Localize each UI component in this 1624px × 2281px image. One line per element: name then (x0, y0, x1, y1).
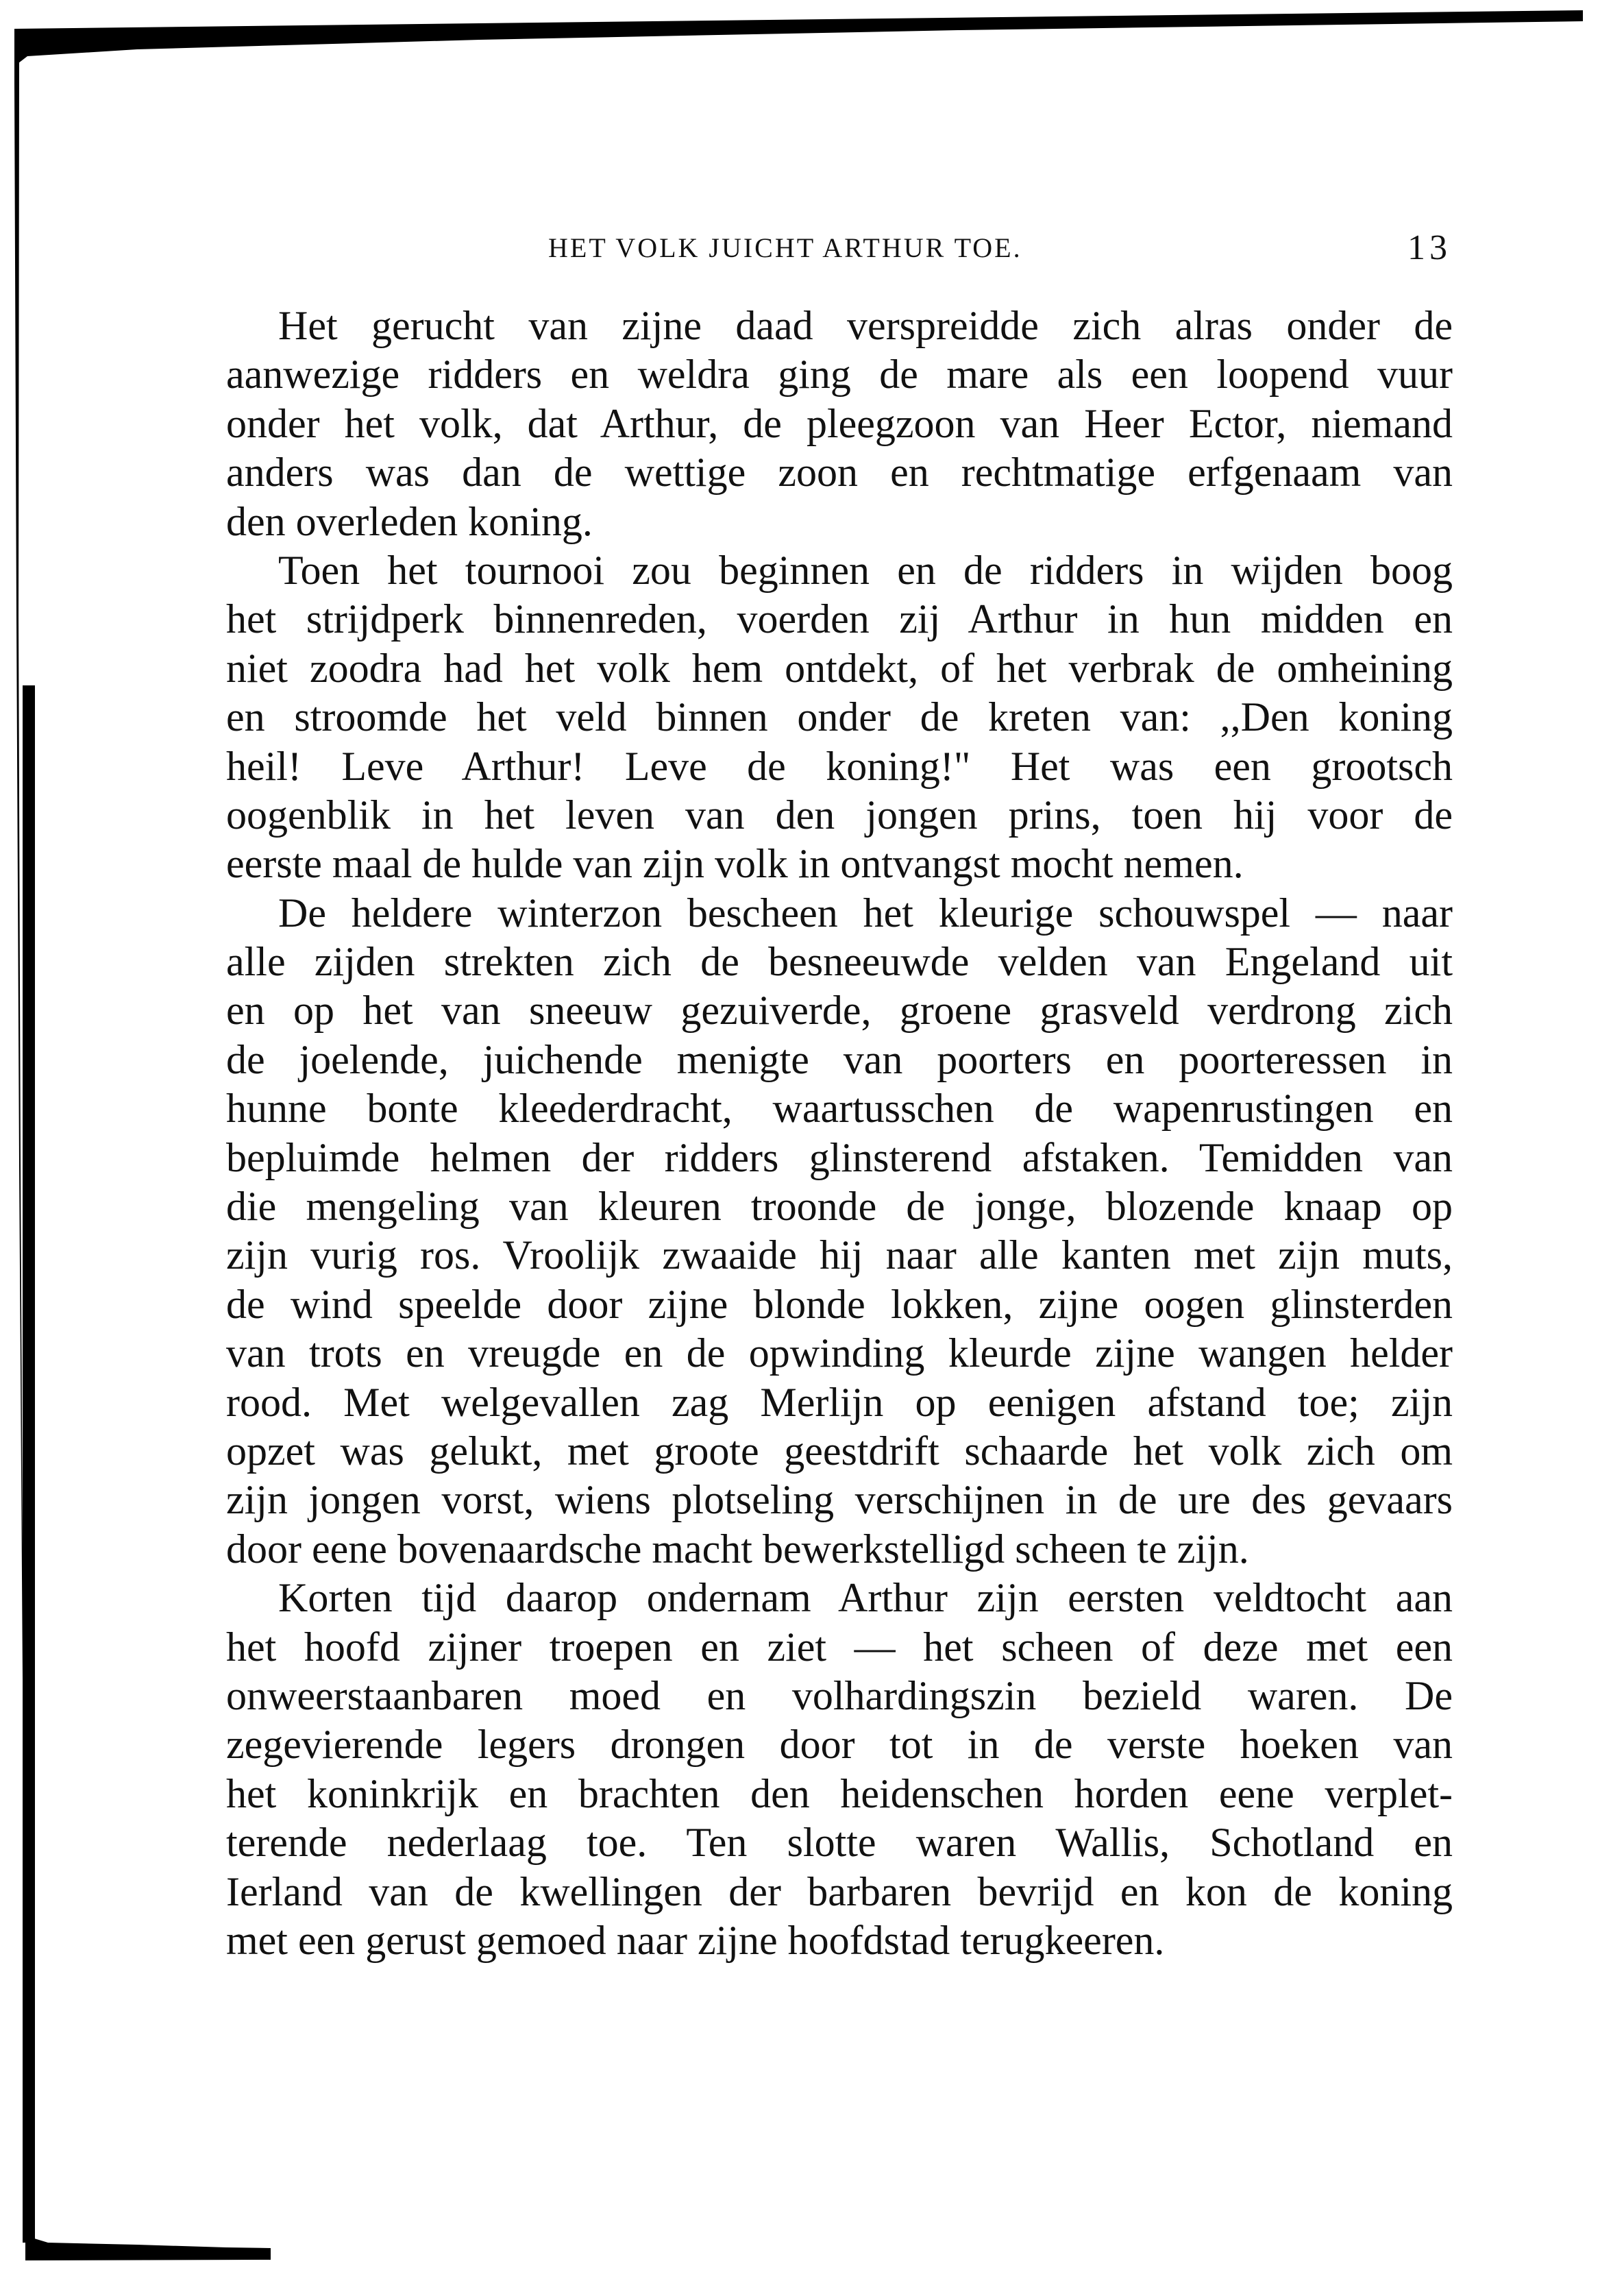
text-line: opzet was gelukt, met groote geestdrift schaarde het volk zich om (226, 1428, 1453, 1474)
text-line: eerste maal de hulde van zijn volk in ontvangst mocht nemen. (226, 841, 1244, 887)
text-line: alle zijden strekten zich de besneeuwde velden van Engeland uit (226, 939, 1453, 985)
text-line: bepluimde helmen der ridders glinsterend afstaken. Temidden van (226, 1134, 1453, 1180)
paragraph (226, 1574, 1453, 1965)
chapter-running-title: HET VOLK JUICHT ARTHUR TOE. (548, 232, 1022, 263)
text-line: De heldere winterzon bescheen het kleurige schouwspel — naar (278, 890, 1453, 936)
text-line: de joelende, juichende menigte van poorters en poorteressen in (226, 1036, 1453, 1082)
text-line: door eene bovenaardsche macht bewerkstelligd scheen te zijn. (226, 1526, 1249, 1572)
text-line: aanwezige ridders en weldra ging de mare als een loopend vuur (226, 352, 1453, 398)
text-line: niet zoodra had het volk hem ontdekt, of het verbrak de omheining (226, 645, 1453, 691)
text-line: Toen het tournooi zou beginnen en de ridders in wijden boog (278, 547, 1453, 593)
text-line: hunne bonte kleederdracht, waartusschen de wapenrustingen en (226, 1086, 1453, 1132)
page-number: 13 (1407, 228, 1451, 267)
text-line: anders was dan de wettige zoon en rechtmatige erfgenaam van (226, 450, 1453, 496)
paragraph (226, 889, 1453, 1574)
text-line: met een gerust gemoed naar zijne hoofdstad terugkeeren. (226, 1917, 1165, 1963)
text-line: Korten tijd daarop ondernam Arthur zijn eersten veldtocht aan (278, 1575, 1453, 1621)
text-line: onweerstaanbaren moed en volhardingszin bezield waren. De (226, 1672, 1453, 1718)
scan-left-edge-band (23, 685, 35, 2243)
text-line: Ierland van de kwellingen der barbaren bevrijd en kon de koning (226, 1868, 1453, 1914)
text-line: zijn vurig ros. Vroolijk zwaaide hij naar alle kanten met zijn muts, (226, 1232, 1453, 1278)
text-line: het koninkrijk en brachten den heidenschen horden eene verplet- (226, 1770, 1453, 1816)
text-line: de wind speelde door zijne blonde lokken, zijne oogen glinsterden (226, 1281, 1453, 1327)
running-head (226, 228, 1453, 273)
scan-top-edge (14, 10, 1583, 82)
text-line: den overleden koning. (226, 498, 593, 544)
text-line: zegevierende legers drongen door tot in de verste hoeken van (226, 1722, 1453, 1768)
paragraph (226, 546, 1453, 889)
paragraph (226, 302, 1453, 546)
text-line: heil! Leve Arthur! Leve de koning!" Het was een grootsch (226, 743, 1453, 789)
text-line: onder het volk, dat Arthur, de pleegzoon van Heer Ector, niemand (226, 400, 1453, 446)
text-line: die mengeling van kleuren troonde de jonge, blozende knaap op (226, 1184, 1453, 1230)
text-line: zijn jongen vorst, wiens plotseling verschijnen in de ure des gevaars (226, 1477, 1453, 1523)
text-line: van trots en vreugde en de opwinding kleurde zijne wangen helder (226, 1330, 1453, 1376)
body-text (226, 302, 1453, 1965)
scan-bottom-edge (25, 2236, 271, 2260)
text-line: terende nederlaag toe. Ten slotte waren Wallis, Schotland en (226, 1820, 1453, 1866)
text-line: het hoofd zijner troepen en ziet — het scheen of deze met een (226, 1624, 1453, 1670)
text-line: rood. Met welgevallen zag Merlijn op eenigen afstand toe; zijn (226, 1379, 1453, 1425)
text-line: het strijdperk binnenreden, voerden zij Arthur in hun midden en (226, 596, 1453, 642)
text-line: en stroomde het veld binnen onder de kreten van: ,,Den koning (226, 694, 1453, 740)
text-line: oogenblik in het leven van den jongen prins, toen hij voor de (226, 792, 1453, 838)
text-line: en op het van sneeuw gezuiverde, groene grasveld verdrong zich (226, 988, 1453, 1034)
text-line: Het gerucht van zijne daad verspreidde zich alras onder de (278, 303, 1453, 348)
